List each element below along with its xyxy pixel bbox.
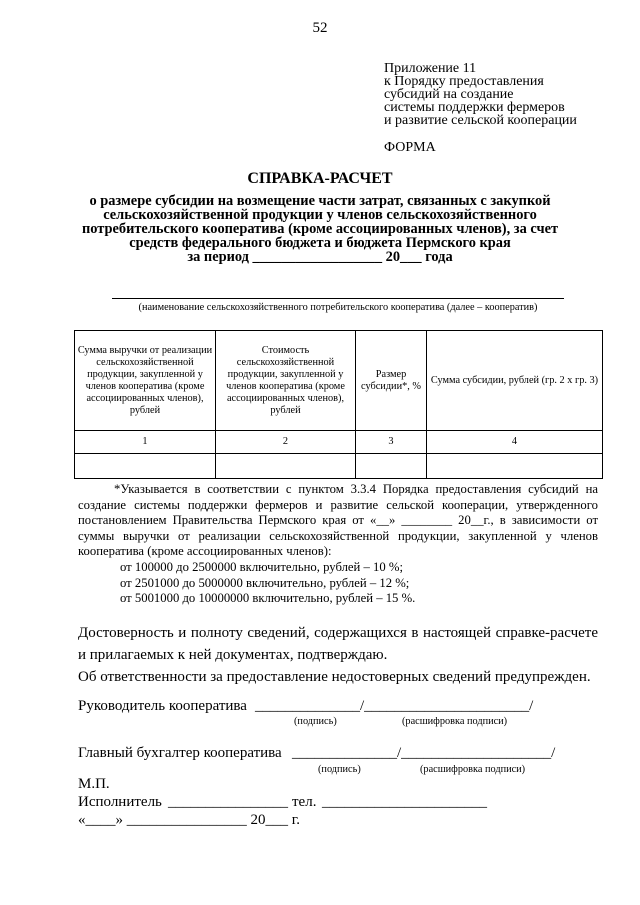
column-number: 3 <box>356 431 427 454</box>
subtitle-line: сельскохозяйственной продукции у членов сельскохозяйственного <box>103 207 537 223</box>
appendix-line: и развитие сельской кооперации <box>384 113 577 128</box>
appendix-line: Приложение 11 <box>384 61 477 76</box>
table-cell[interactable] <box>427 454 603 479</box>
footnote-range: от 100000 до 2500000 включительно, рублей – 10 %; <box>120 559 403 574</box>
date-line[interactable]: «____» ________________ 20___ г. <box>78 812 300 828</box>
subtitle-line: о размере субсидии на возмещение части затрат, связанных с закупкой <box>89 193 551 209</box>
column-number: 1 <box>75 431 216 454</box>
stamp-placeholder: М.П. <box>78 776 110 792</box>
header-subsidy-rate: Размер субсидии*, % <box>356 331 427 431</box>
form-label: ФОРМА <box>384 140 436 155</box>
footnote-range: от 2501000 до 5000000 включительно, рублей – 12 %; <box>120 575 410 590</box>
footnote-range: от 5001000 до 10000000 включительно, рублей – 15 %. <box>120 591 416 606</box>
accountant-decoding-caption: (расшифровка подписи) <box>420 764 526 775</box>
executor-label: Исполнитель <box>78 794 162 810</box>
subtitle-line: за период __________________ 20___ года <box>187 249 453 265</box>
column-number: 4 <box>427 431 603 454</box>
table-cell[interactable] <box>356 454 427 479</box>
accountant-signature-line[interactable]: ______________/____________________/ <box>292 745 556 761</box>
appendix-block <box>384 62 577 127</box>
header-subsidy-amount: Сумма субсидии, рублей (гр. 2 х гр. 3) <box>427 331 603 431</box>
subtitle-line: потребительского кооператива (кроме ассоциированных членов), за счет <box>81 221 559 237</box>
header-revenue: Сумма выручки от реализации сельскохозяйственной продукции, закупленной у членов кооператива (кроме ассоциированных членов), рублей <box>75 331 216 431</box>
phone-line[interactable]: ______________________ <box>322 794 487 810</box>
responsibility-statement: Об ответственности за предоставление недостоверных сведений предупрежден. <box>78 669 591 685</box>
organization-name-caption: (наименование сельскохозяйственного потребительского кооператива (далее – кооператив) <box>138 302 538 313</box>
certification-statement: Достоверность и полноту сведений, содержащихся в настоящей справке-расчете и прилагаемых к ней документах, подтверждаю. <box>78 625 598 663</box>
head-signature-line[interactable]: ______________/______________________/ <box>255 698 534 714</box>
header-cost: Стоимость сельскохозяйственной продукции, закупленной у членов кооператива (кроме ассоциированных членов), рублей <box>216 331 356 431</box>
calculation-table <box>74 330 603 479</box>
subtitle-line: средств федерального бюджета и бюджета Пермского края <box>129 235 511 251</box>
footnote <box>78 482 598 607</box>
table-column-numbers-row <box>75 431 603 454</box>
table-row <box>75 454 603 479</box>
appendix-line: субсидий на создание <box>384 87 514 102</box>
executor-line[interactable]: ________________ <box>168 794 288 810</box>
appendix-line: к Порядку предоставления <box>384 74 544 89</box>
table-header-row <box>75 331 603 431</box>
document-title: СПРАВКА-РАСЧЕТ <box>247 170 393 187</box>
head-decoding-caption: (расшифровка подписи) <box>402 716 508 727</box>
head-signature-caption: (подпись) <box>294 716 337 727</box>
certification-block <box>78 622 598 688</box>
footnote-text: *Указывается в соответствии с пунктом 3.3.4 Порядка предоставления субсидий на создание системы поддержки фермеров и развитие сельской кооперации, утвержденного постановлением Правительства Пермского края от «__» ________ 20__г., в зависимости от суммы выручки от реализации сельскохозяйственной продукции, закупленной у членов кооператива (кроме ассоциированных членов): <box>78 482 598 559</box>
table-cell[interactable] <box>216 454 356 479</box>
appendix-line: системы поддержки фермеров <box>384 100 565 115</box>
table-cell[interactable] <box>75 454 216 479</box>
organization-name-line[interactable] <box>112 298 564 299</box>
accountant-signature-label: Главный бухгалтер кооператива <box>78 745 282 761</box>
column-number: 2 <box>216 431 356 454</box>
page-number: 52 <box>312 20 328 36</box>
head-signature-label: Руководитель кооператива <box>78 698 247 714</box>
document-subtitle <box>0 194 640 264</box>
phone-label: тел. <box>292 794 317 810</box>
accountant-signature-caption: (подпись) <box>318 764 361 775</box>
